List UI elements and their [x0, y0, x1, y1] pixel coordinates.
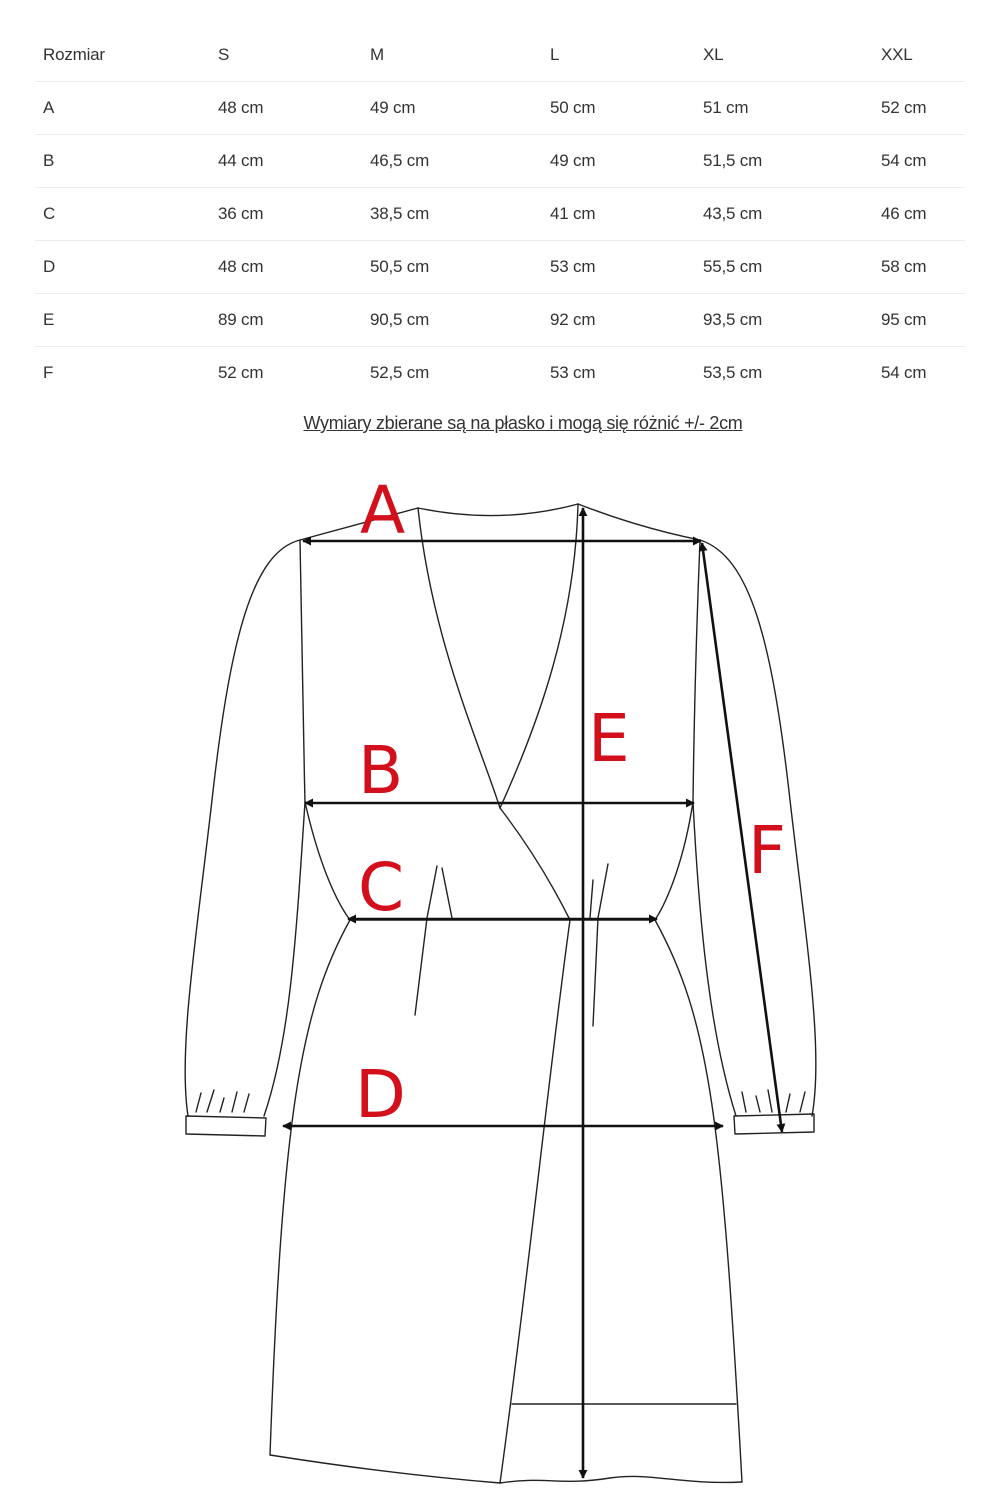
table-row	[35, 82, 965, 135]
table-cell: D	[35, 241, 210, 294]
table-cell: 52,5 cm	[370, 363, 430, 382]
table-cell: 36 cm	[210, 188, 362, 241]
table-cell: 58 cm	[873, 241, 965, 294]
wrap-inner-edge	[500, 504, 578, 808]
size-table	[35, 29, 965, 399]
table-cell: 89 cm	[210, 294, 362, 347]
right-sleeve-inner	[693, 802, 736, 1116]
right-pleat-line	[590, 880, 593, 918]
right-armhole-seam	[693, 540, 700, 802]
table-cell: 49 cm	[542, 135, 695, 188]
table-cell: 92 cm	[542, 294, 695, 347]
table-header-cell: L	[542, 29, 695, 82]
left-cuff-gathers	[196, 1090, 249, 1112]
table-cell: 51,5 cm	[695, 135, 873, 188]
right-pleat-line	[593, 864, 608, 1026]
table-row	[35, 241, 965, 294]
label-d: D	[355, 1056, 406, 1133]
table-header-cell: Rozmiar	[35, 29, 210, 82]
label-b: B	[358, 732, 404, 809]
table-cell: 95 cm	[873, 294, 965, 347]
label-c: C	[358, 849, 405, 926]
table-cell: 51 cm	[695, 82, 873, 135]
neck-back-line	[418, 504, 578, 516]
table-cell: 46 cm	[873, 188, 965, 241]
table-cell: 54 cm	[873, 135, 965, 188]
table-cell: A	[35, 82, 210, 135]
right-shoulder-line	[578, 504, 700, 540]
left-sleeve-outer	[185, 540, 300, 1116]
wrap-front-edge	[418, 508, 570, 920]
left-waist-seam	[305, 802, 350, 920]
table-cell: 93,5 cm	[695, 294, 873, 347]
left-hemline	[270, 1455, 500, 1483]
table-cell: 48 cm	[210, 241, 362, 294]
left-sleeve-inner	[264, 802, 305, 1116]
table-row	[35, 188, 965, 241]
right-skirt-side	[655, 920, 742, 1482]
table-cell: 50 cm	[542, 82, 695, 135]
table-row	[35, 135, 965, 188]
table-header-cell: S	[210, 29, 362, 82]
table-cell: 53 cm	[542, 241, 695, 294]
table-header-row	[35, 29, 965, 82]
table-cell: 41 cm	[542, 188, 695, 241]
left-pleat-line	[442, 868, 452, 918]
table-cell: 54 cm	[881, 363, 927, 382]
table-cell: E	[35, 294, 210, 347]
table-cell: 43,5 cm	[695, 188, 873, 241]
dress-measurement-diagram	[0, 440, 1000, 1500]
table-cell: 55,5 cm	[695, 241, 873, 294]
right-hemline	[500, 1476, 742, 1483]
label-a: A	[360, 472, 406, 549]
table-cell: 52 cm	[218, 363, 264, 382]
left-armhole-seam	[300, 540, 305, 802]
label-e: E	[588, 700, 630, 777]
table-row	[35, 347, 965, 400]
table-cell: 46,5 cm	[362, 135, 542, 188]
right-cuff-gathers	[742, 1090, 805, 1112]
table-cell: 38,5 cm	[362, 188, 542, 241]
table-cell: 49 cm	[362, 82, 542, 135]
right-cuff	[734, 1114, 814, 1134]
table-row	[35, 294, 965, 347]
table-cell: B	[35, 135, 210, 188]
table-cell: F	[43, 363, 54, 382]
table-header-cell: XL	[695, 29, 873, 82]
table-cell: C	[35, 188, 210, 241]
measurement-arrows	[283, 508, 782, 1478]
table-cell: 90,5 cm	[362, 294, 542, 347]
table-header-cell: M	[362, 29, 542, 82]
dress-outline	[185, 504, 816, 1483]
left-cuff	[186, 1116, 266, 1136]
table-cell: 53,5 cm	[703, 363, 763, 382]
right-waist-seam	[655, 802, 693, 920]
skirt-wrap-edge	[500, 920, 570, 1483]
left-skirt-side	[270, 920, 350, 1455]
left-pleat-line	[415, 866, 437, 1015]
table-cell: 52 cm	[873, 82, 965, 135]
measurement-note: Wymiary zbierane są na płasko i mogą się różnić +/- 2cm	[303, 413, 743, 433]
table-cell: 48 cm	[210, 82, 362, 135]
table-header-cell: XXL	[873, 29, 965, 82]
label-f: F	[748, 812, 786, 889]
table-cell: 50,5 cm	[362, 241, 542, 294]
table-cell: 44 cm	[210, 135, 362, 188]
table-cell: 53 cm	[550, 363, 596, 382]
